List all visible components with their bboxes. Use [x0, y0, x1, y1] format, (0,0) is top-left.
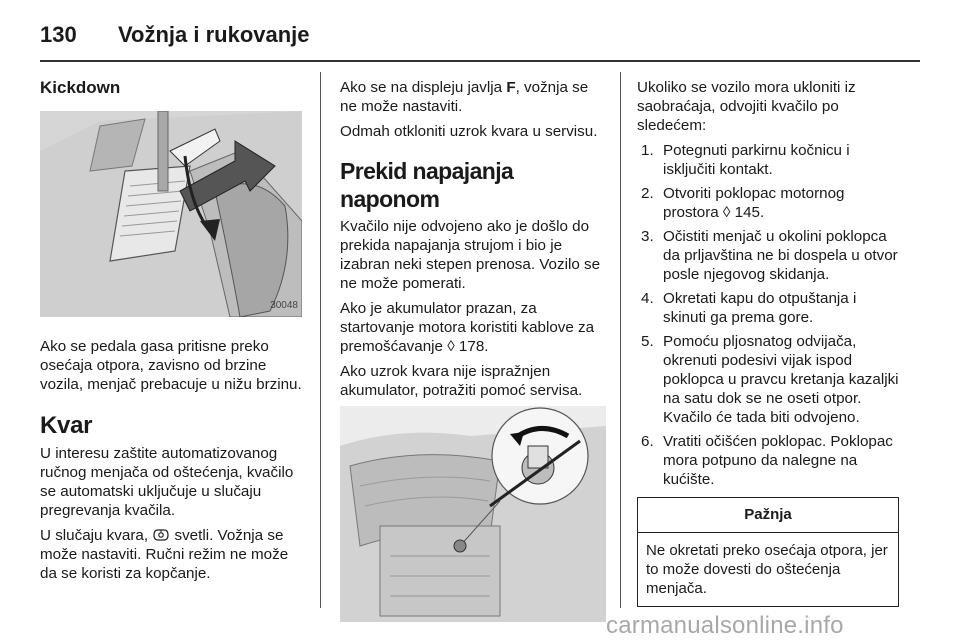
- display-text-b: , vožnja se ne može nastaviti.: [340, 79, 589, 115]
- page-number: 130: [40, 22, 77, 47]
- power-paragraph-1: Kvačilo nije odvojeno ako je došlo do prekida napajanja strujom i bio je izabran neki stepen prenosa. Vozilo se ne može pomerati.: [340, 218, 601, 292]
- section-heading-kickdown: Kickdown: [40, 78, 121, 97]
- column-divider-1: [320, 72, 321, 608]
- header-divider: [40, 60, 920, 62]
- clutch-intro: Ukoliko se vozilo mora ukloniti iz saobraćaja, odvojiti kvačilo po sledećem:: [637, 79, 856, 134]
- list-item: 3. Očistiti menjač u okolini poklopca da prljavština ne bi dospela u otvor posle njegovog skidanja.: [641, 228, 898, 283]
- page-header: [40, 18, 920, 58]
- list-item: 1. Potegnuti parkirnu kočnicu i isključiti kontakt.: [641, 142, 850, 178]
- kvar-text-a: U slučaju kvara,: [40, 527, 153, 544]
- caution-text: Ne okretati preko osećaja otpora, jer to može dovesti do oštećenja menjača.: [646, 542, 888, 597]
- list-item: 5. Pomoću pljosnatog odvijača, okrenuti podesivi vijak ispod poklopca u pravcu kretanja kazaljki na satu dok se ne oseti otpor. Kvačilo će tada biti odvojeno.: [641, 333, 899, 426]
- display-text-a: Ako se na displeju javlja: [340, 79, 507, 96]
- display-f-symbol: F: [506, 79, 516, 96]
- kickdown-pedal-illustration: [40, 111, 302, 317]
- kvar-paragraph-2: [40, 526, 302, 583]
- column-1: [40, 78, 302, 589]
- clutch-steps-list: [641, 141, 903, 489]
- section-heading-power-interruption: Prekid napajanja naponom: [340, 158, 514, 212]
- column-3: [637, 78, 903, 607]
- list-item: 4. Okretati kapu do otpuštanja i skinuti ga prema gore.: [641, 290, 857, 326]
- service-paragraph: Odmah otkloniti uzrok kvara u servisu.: [340, 123, 598, 140]
- pedal-drawing: [40, 111, 302, 317]
- section-heading-kvar: Kvar: [40, 412, 93, 439]
- engine-cover-illustration: [340, 406, 606, 622]
- list-item: 6. Vratiti očišćen poklopac. Poklopac mora potpuno da nalegne na kućište.: [641, 433, 893, 488]
- column-2: [340, 78, 606, 622]
- power-paragraph-2: Ako je akumulator prazan, za startovanje motora koristiti kablove za premošćavanje ◊ 178.: [340, 300, 595, 355]
- kvar-text-b: svetli. Vožnja se može nastaviti. Ručni režim ne može da se koristi za kopčanje.: [40, 527, 289, 582]
- figure-number: 30048: [270, 300, 298, 311]
- caution-box: [637, 497, 899, 607]
- kickdown-paragraph: Ako se pedala gasa pritisne preko osećaja otpora, zavisno od brzine vozila, menjač prebacuje u nižu brzinu.: [40, 338, 302, 393]
- column-divider-2: [620, 72, 621, 608]
- watermark: carmanualsonline.info: [606, 612, 844, 639]
- kvar-paragraph-1: U interesu zaštite automatizovanog ručnog menjača od oštećenja, kvačilo se automatski uključuje u slučaju pregrevanja kvačila.: [40, 445, 294, 519]
- engine-drawing: [340, 406, 606, 622]
- gearbox-warning-icon: [152, 529, 170, 541]
- list-item: 2. Otvoriti poklopac motornog prostora ◊ 145.: [641, 185, 845, 221]
- power-paragraph-3: Ako uzrok kvara nije ispražnjen akumulator, potražiti pomoć servisa.: [340, 363, 583, 399]
- display-f-paragraph: [340, 78, 606, 116]
- page-title: Vožnja i rukovanje: [118, 22, 310, 47]
- caution-title: Pažnja: [638, 498, 898, 533]
